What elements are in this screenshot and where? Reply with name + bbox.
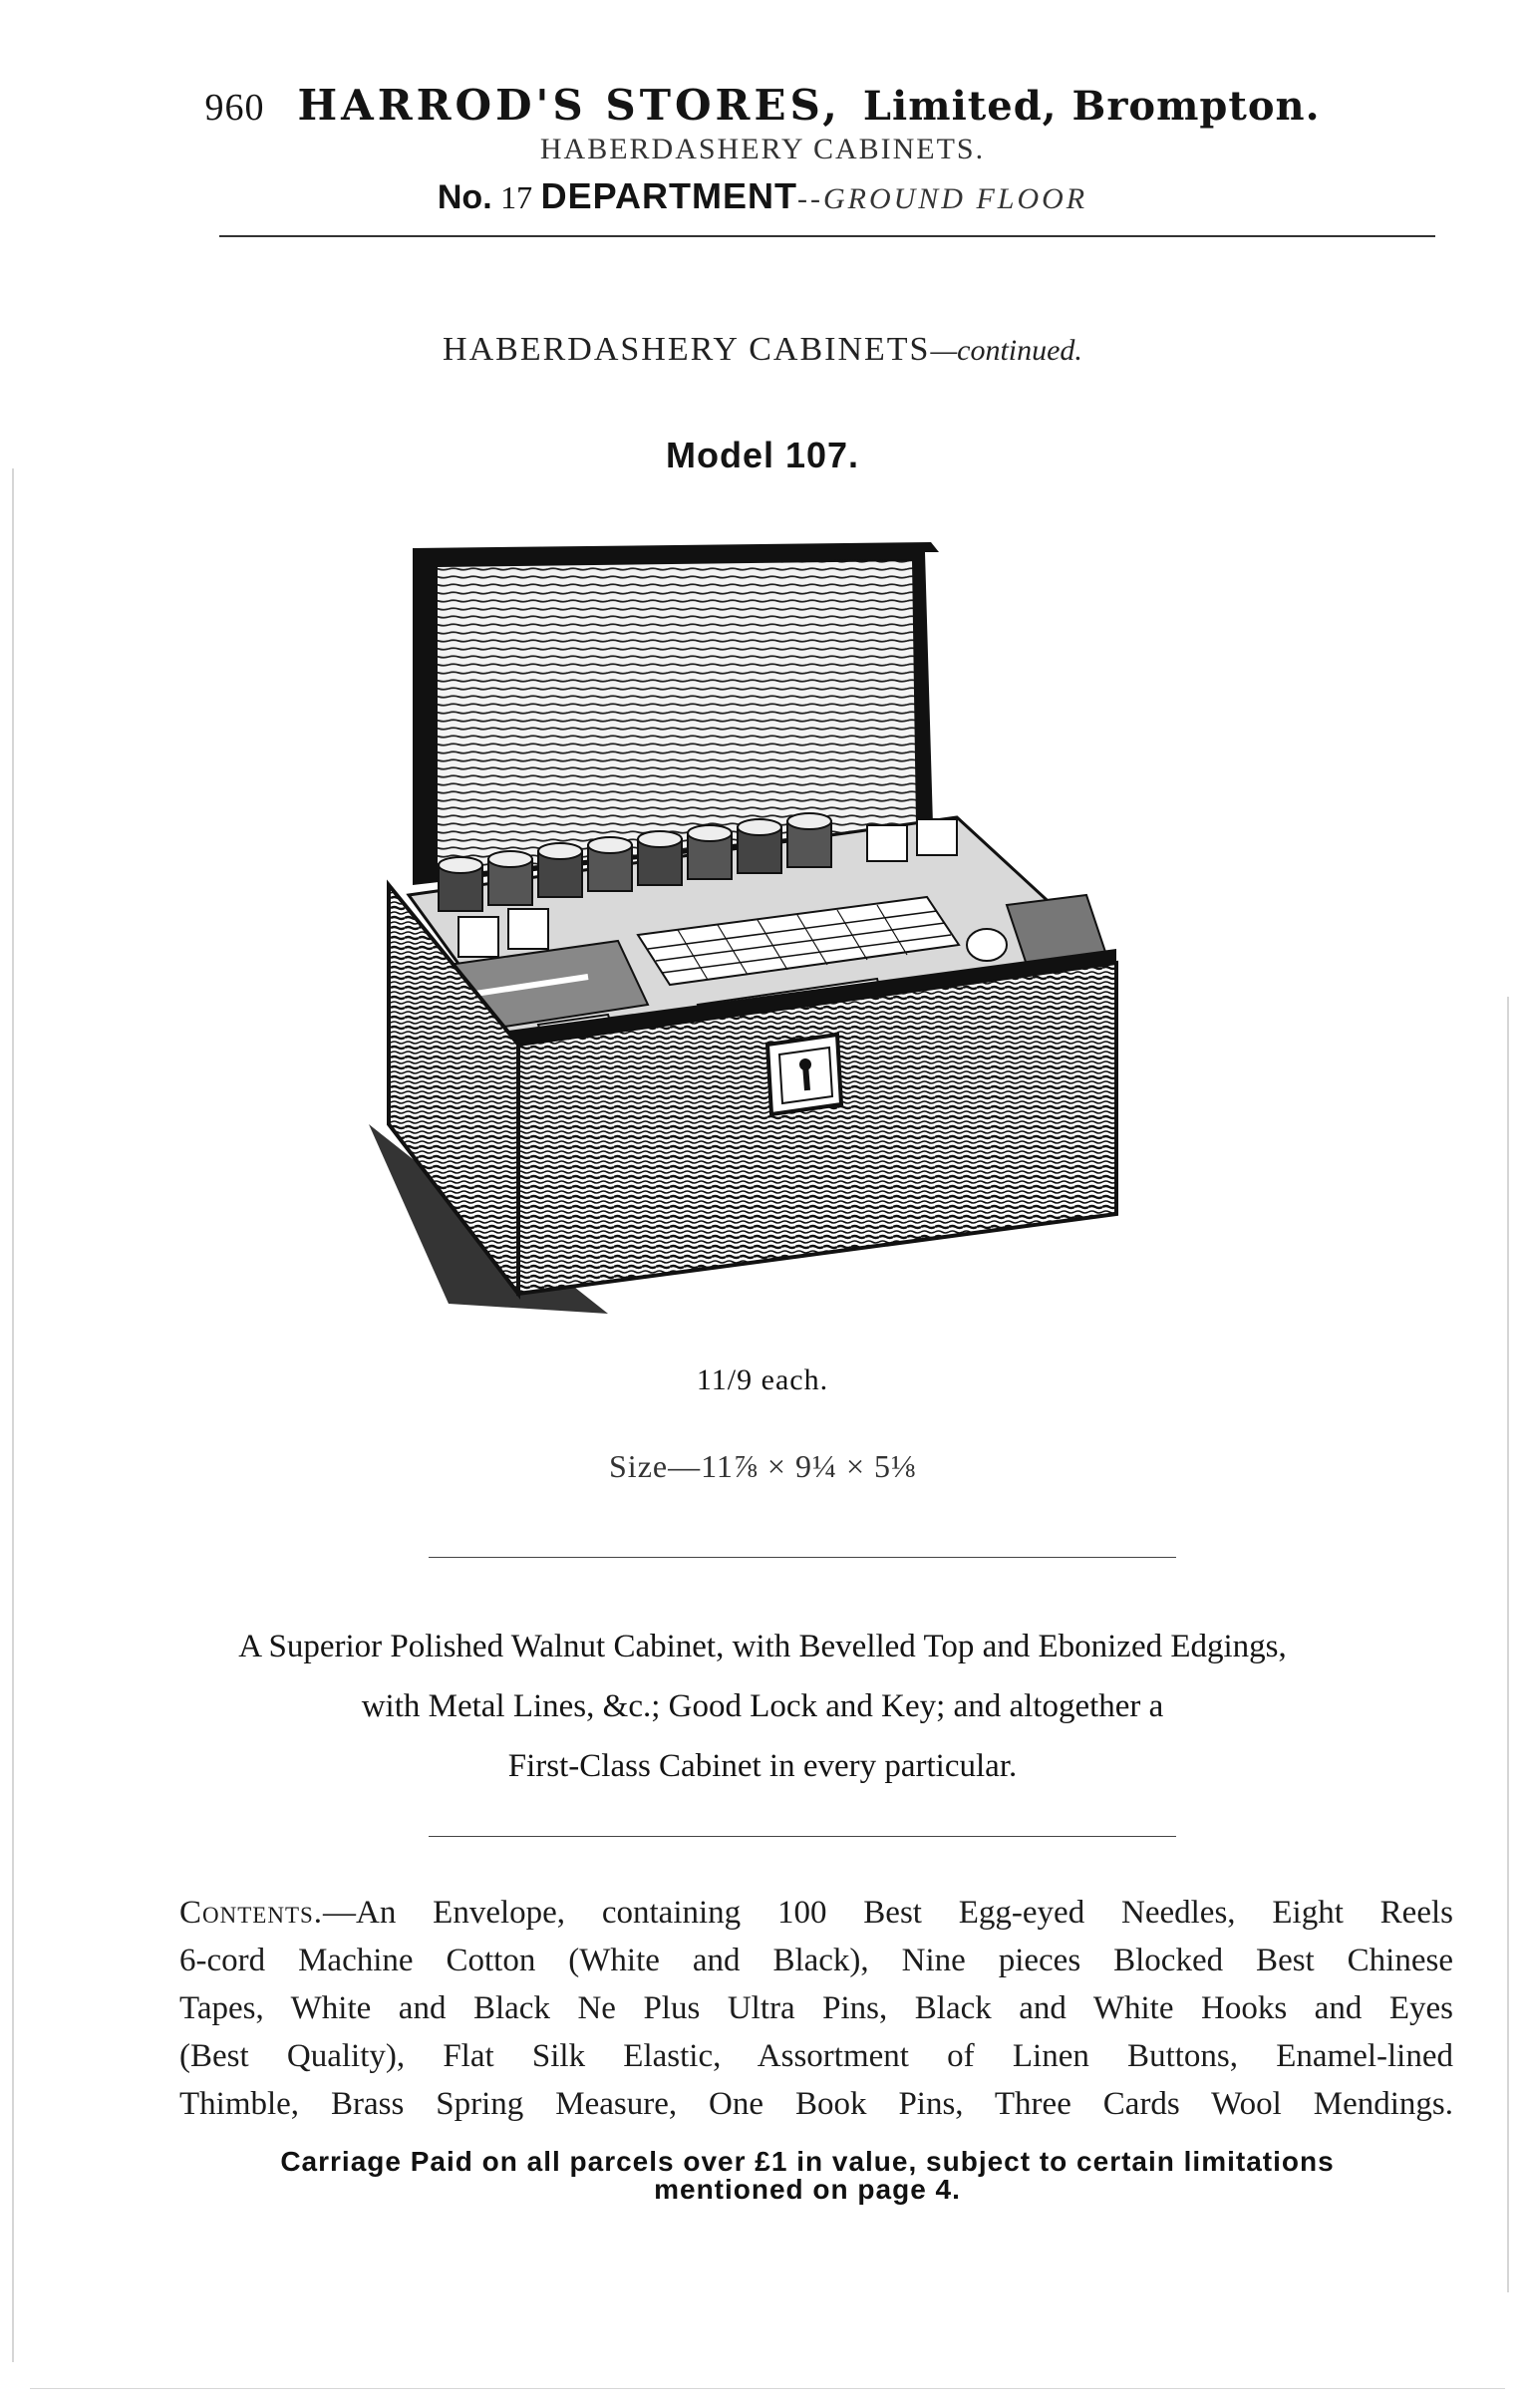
company-location: Limited, Brompton. [862,83,1321,130]
dept-word: DEPARTMENT [540,175,797,216]
department-line [0,175,1525,217]
contents-paragraph [179,1889,1453,2128]
contents-line-4: (Best Quality), Flat Silk Elastic, Assortment of Linen Buttons, Enamel-lined [179,2038,1453,2074]
carriage-line-2: mentioned on page 4. [654,2174,961,2205]
contents-line-2: 6-cord Machine Cotton (White and Black), Nine pieces Blocked Best Chinese [179,1943,1453,1978]
rule-after-size [429,1557,1176,1558]
contents-line-1: Contents.—An Envelope, containing 100 Best Egg-eyed Needles, Eight Reels [179,1895,1453,1931]
header-subtitle: HABERDASHERY CABINETS. [539,133,986,165]
price: 11/9 each. [696,1363,829,1396]
description-line-2: with Metal Lines, &c.; Good Lock and Key; and altogether a [361,1688,1164,1724]
model-title: Model 107. [665,435,860,475]
page-header [0,78,1525,136]
cabinet-illustration [349,526,1246,1324]
bottom-edge-mark [30,2388,1505,2389]
rule-after-description [429,1836,1176,1837]
contents-line-3: Tapes, White and Black Ne Plus Ultra Pins, Black and White Hooks and Eyes [179,1990,1453,2026]
size: Size—11⅞ × 9¼ × 5⅛ [609,1448,916,1484]
section-title [0,331,1525,369]
description-line-3: First-Class Cabinet in every particular. [507,1748,1018,1784]
section-title-text: HABERDASHERY CABINETS [443,331,931,368]
carriage-note [189,2148,1425,2204]
contents-label: Contents. [179,1895,324,1931]
left-edge-mark [12,468,14,2362]
contents-line-5: Thimble, Brass Spring Measure, One Book Pins, Three Cards Wool Mendings. [179,2086,1453,2122]
header-rule [219,235,1435,237]
description [0,1617,1525,1796]
description-line-1: A Superior Polished Walnut Cabinet, with Bevelled Top and Ebonized Edgings, [238,1629,1287,1664]
dept-floor: --GROUND FLOOR [796,182,1088,215]
lock-plate [767,1035,841,1114]
dept-number: 17 [500,179,533,215]
section-continued: —continued. [930,334,1082,367]
carriage-line-1: Carriage Paid on all parcels over £1 in value, subject to certain limitations [280,2146,1335,2177]
store-name: HARROD'S STORES, [297,81,841,130]
dept-no-label: No. [437,178,492,216]
page-number: 960 [204,87,265,129]
